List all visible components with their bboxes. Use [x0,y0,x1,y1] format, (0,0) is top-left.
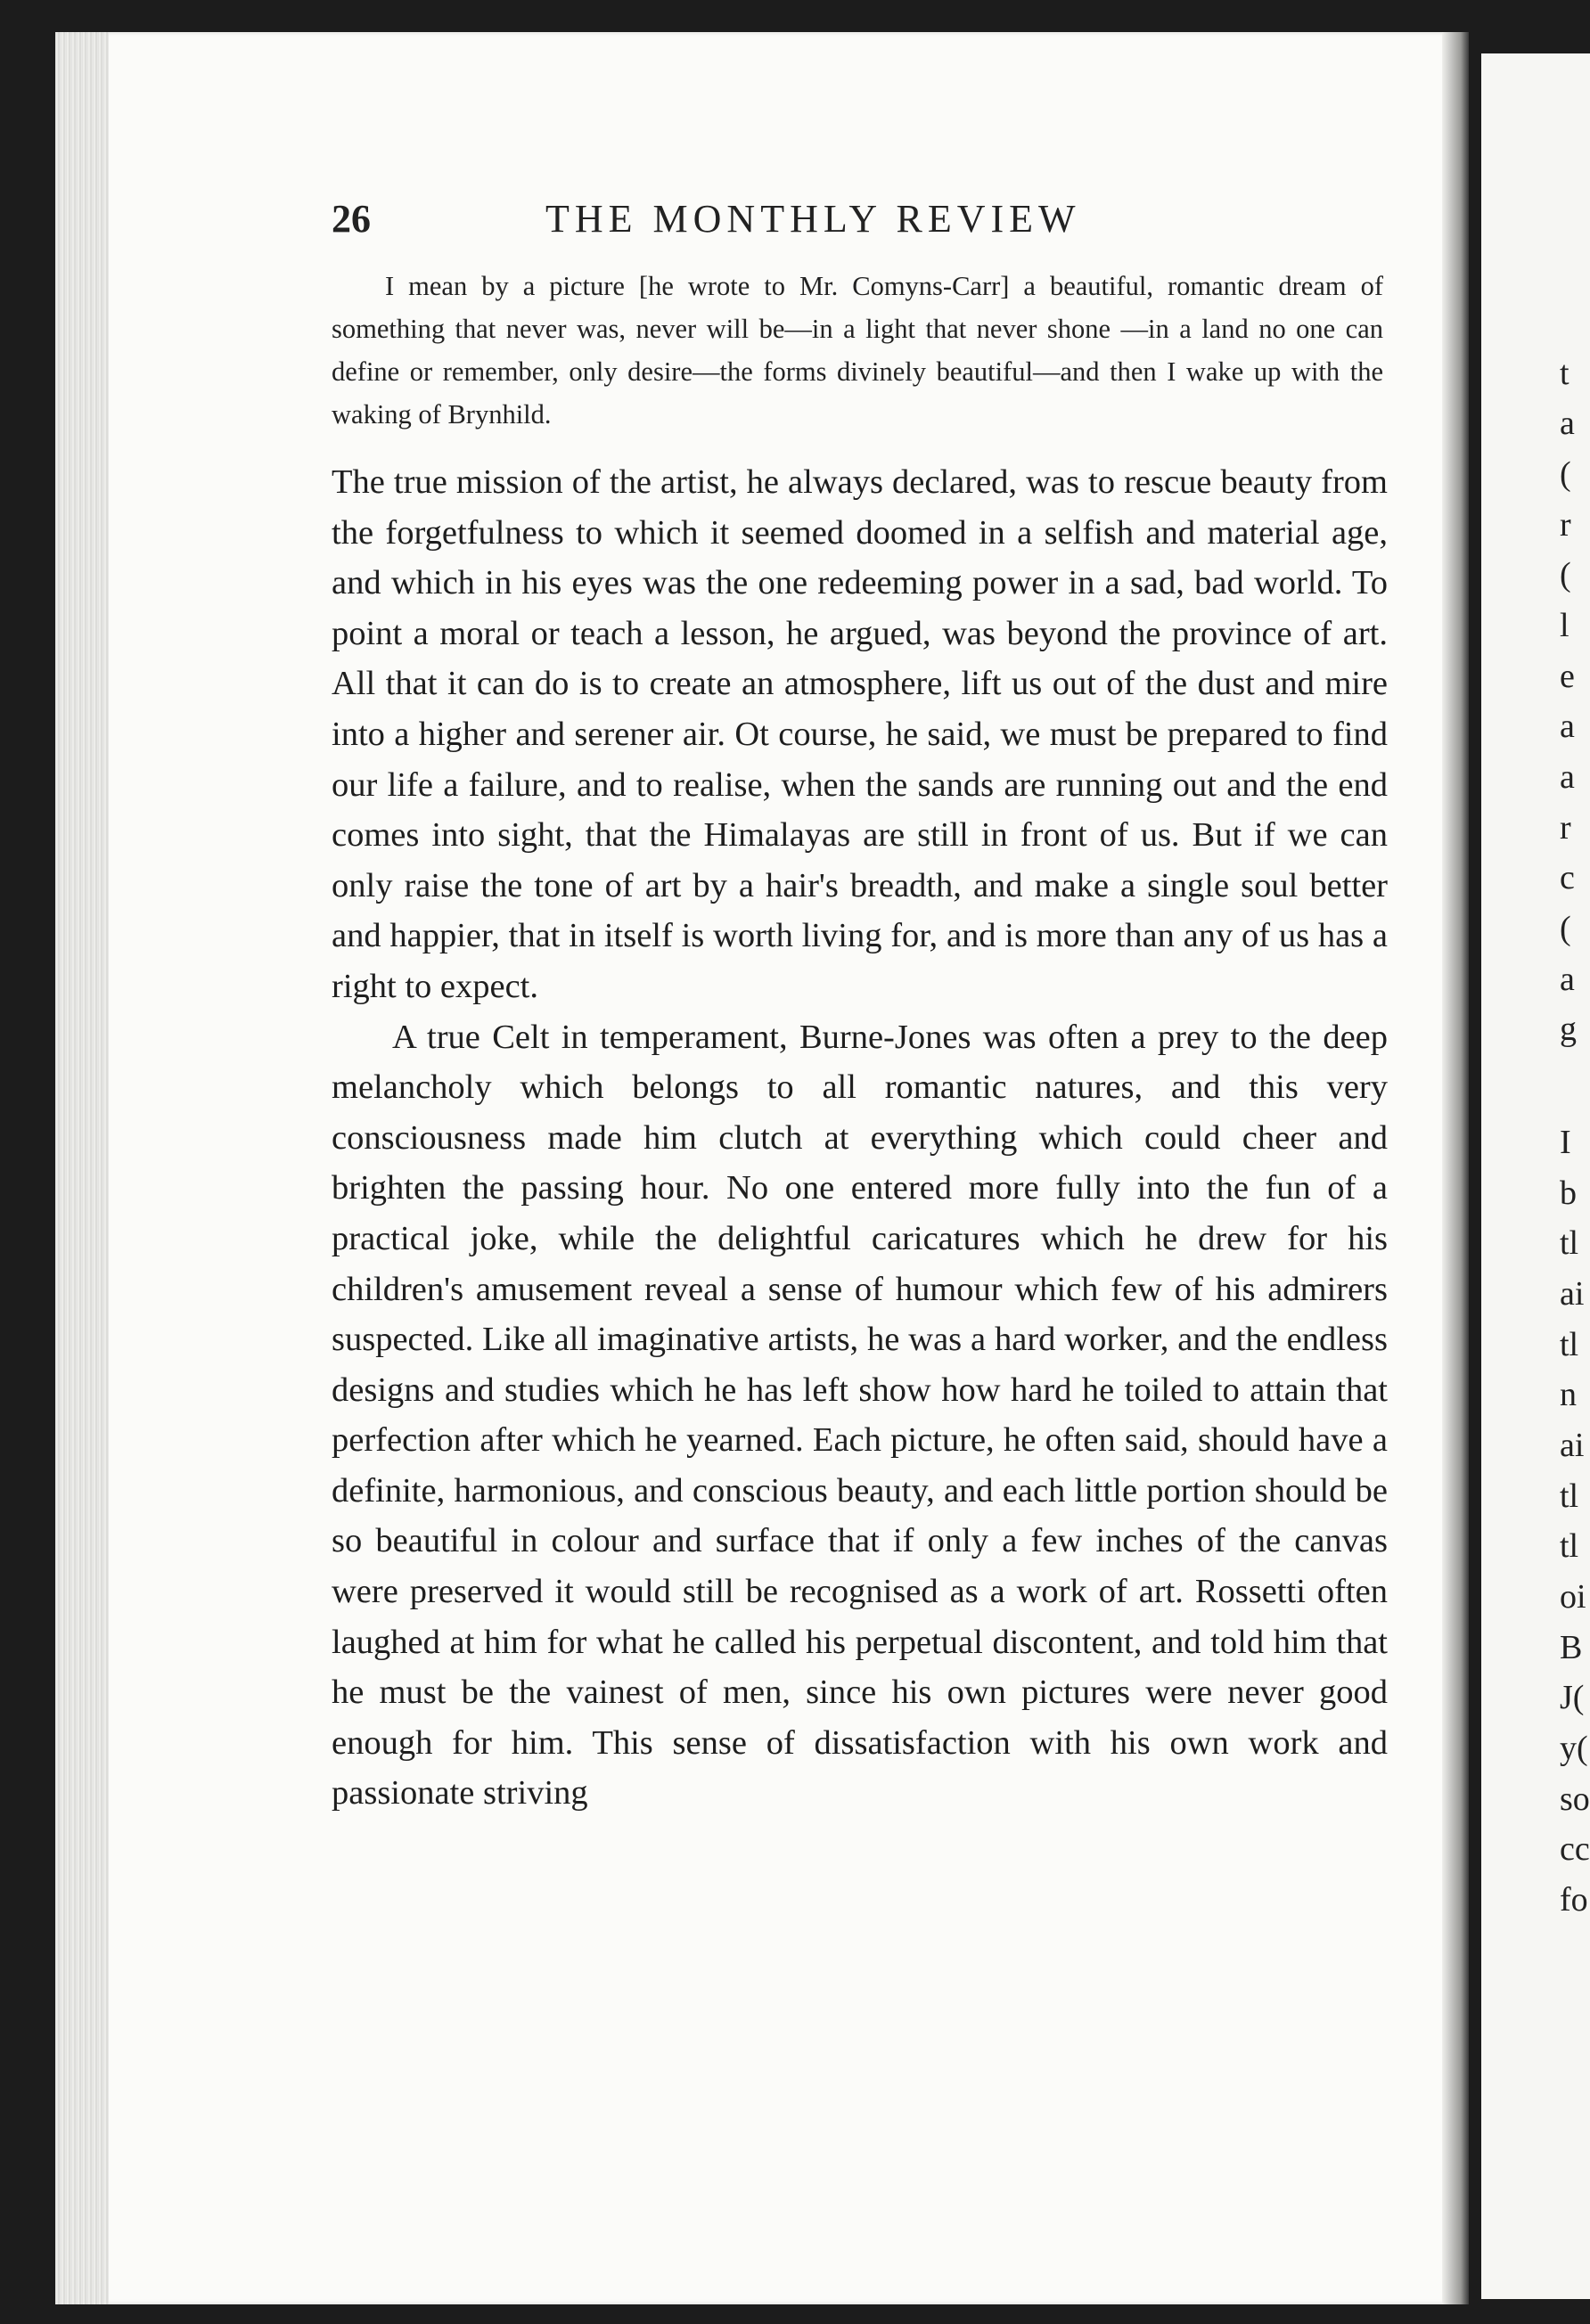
running-title: THE MONTHLY REVIEW [545,197,1081,241]
block-quote [332,265,1383,436]
adjacent-page-letter: cc [1560,1830,1590,1868]
page-number: 26 [332,197,371,241]
adjacent-page-letter: tl [1560,1477,1579,1515]
adjacent-page-letter: oi [1560,1578,1586,1616]
adjacent-page-letter: t [1560,355,1570,392]
adjacent-page-letter: ( [1560,556,1571,593]
adjacent-page-letter: B [1560,1629,1583,1666]
adjacent-page-letter: y( [1560,1730,1588,1767]
adjacent-page-letter: tl [1560,1326,1579,1363]
adjacent-page-letter: n [1560,1376,1577,1413]
adjacent-page-letter: ( [1560,910,1571,947]
adjacent-page-letter: so [1560,1780,1590,1818]
adjacent-page-letter: c [1560,859,1575,896]
adjacent-page-letter: tl [1560,1224,1579,1262]
adjacent-page-letter: a [1560,961,1575,998]
paragraph: The true mission of the artist, he always declared, was to rescue beauty from the forgetfulness to which it seemed doomed in a selfish and material age, and which in his eyes was the one redeeming power in a sad, bad world. To point a moral or teach a lesson, he argued, was beyond the province of art. All that it can do is to create an atmosphere, lift us out of the dust and mire into a higher and serener air. Ot course, he said, we must be prepared to find our life a failure, and to realise, when the sands are running out and the end comes into sight, that the Himalayas are still in front of us. But if we can only raise the tone of art by a hair's breadth, and make a single soul better and happier, that in itself is worth living for, and is more than any of us has a right to expect. [332,463,1388,1005]
adjacent-page-letter: J( [1560,1679,1585,1716]
adjacent-page-letter: a [1560,758,1575,796]
adjacent-page-letter: l [1560,607,1570,644]
book-gutter [1442,32,1469,2304]
adjacent-page-letter: e [1560,658,1575,695]
quote-text: I mean by a picture [he wrote to Mr. Comyns-Carr] a beautiful, romantic dream of something that never was, never will be—in a light that never shone —in a land no one can define or remember, only desire—the forms divinely beautiful—and then I wake up with the waking of Brynhild. [332,271,1383,430]
adjacent-page-letter: tl [1560,1527,1579,1565]
adjacent-page-letter: I [1560,1124,1571,1161]
body-text [332,457,1388,1819]
adjacent-page-letter: ( [1560,455,1571,493]
adjacent-page-letter: g [1560,1011,1577,1048]
adjacent-page-letter: fo [1560,1881,1588,1919]
adjacent-page-letter: ai [1560,1427,1585,1464]
adjacent-page-letter: r [1560,809,1571,847]
running-header [332,196,1388,250]
page-edge-shading [55,32,109,2304]
adjacent-page-letter: r [1560,506,1571,544]
adjacent-page-fragment [1481,53,1590,2299]
adjacent-page-letter: a [1560,708,1575,745]
adjacent-page-letter: ai [1560,1275,1585,1313]
paragraph: A true Celt in temperament, Burne-Jones was often a prey to the deep melancholy which belongs to all romantic natures, and this very consciousness made him clutch at everything which could cheer and brighten the passing hour. No one entered more fully into the fun of a practical joke, while the delightful caricatures which he drew for his children's amusement reveal a sense of humour which few of his admirers suspected. Like all imaginative artists, he was a hard worker, and the endless designs and studies which he has left show how hard he toiled to attain that perfection after which he yearned. Each picture, he often said, should have a definite, harmonious, and conscious beauty, and each little portion should be so beautiful in colour and surface that if only a few inches of the canvas were preserved it would still be recognised as a work of art. Rossetti often laughed at him for what he called his perpetual discontent, and told him that he must be the vainest of men, since his own pictures were never good enough for him. This sense of dissatisfaction with his own work and passionate striving [332,1018,1388,1813]
adjacent-page-letter: a [1560,405,1575,442]
adjacent-page-letter: b [1560,1174,1577,1212]
